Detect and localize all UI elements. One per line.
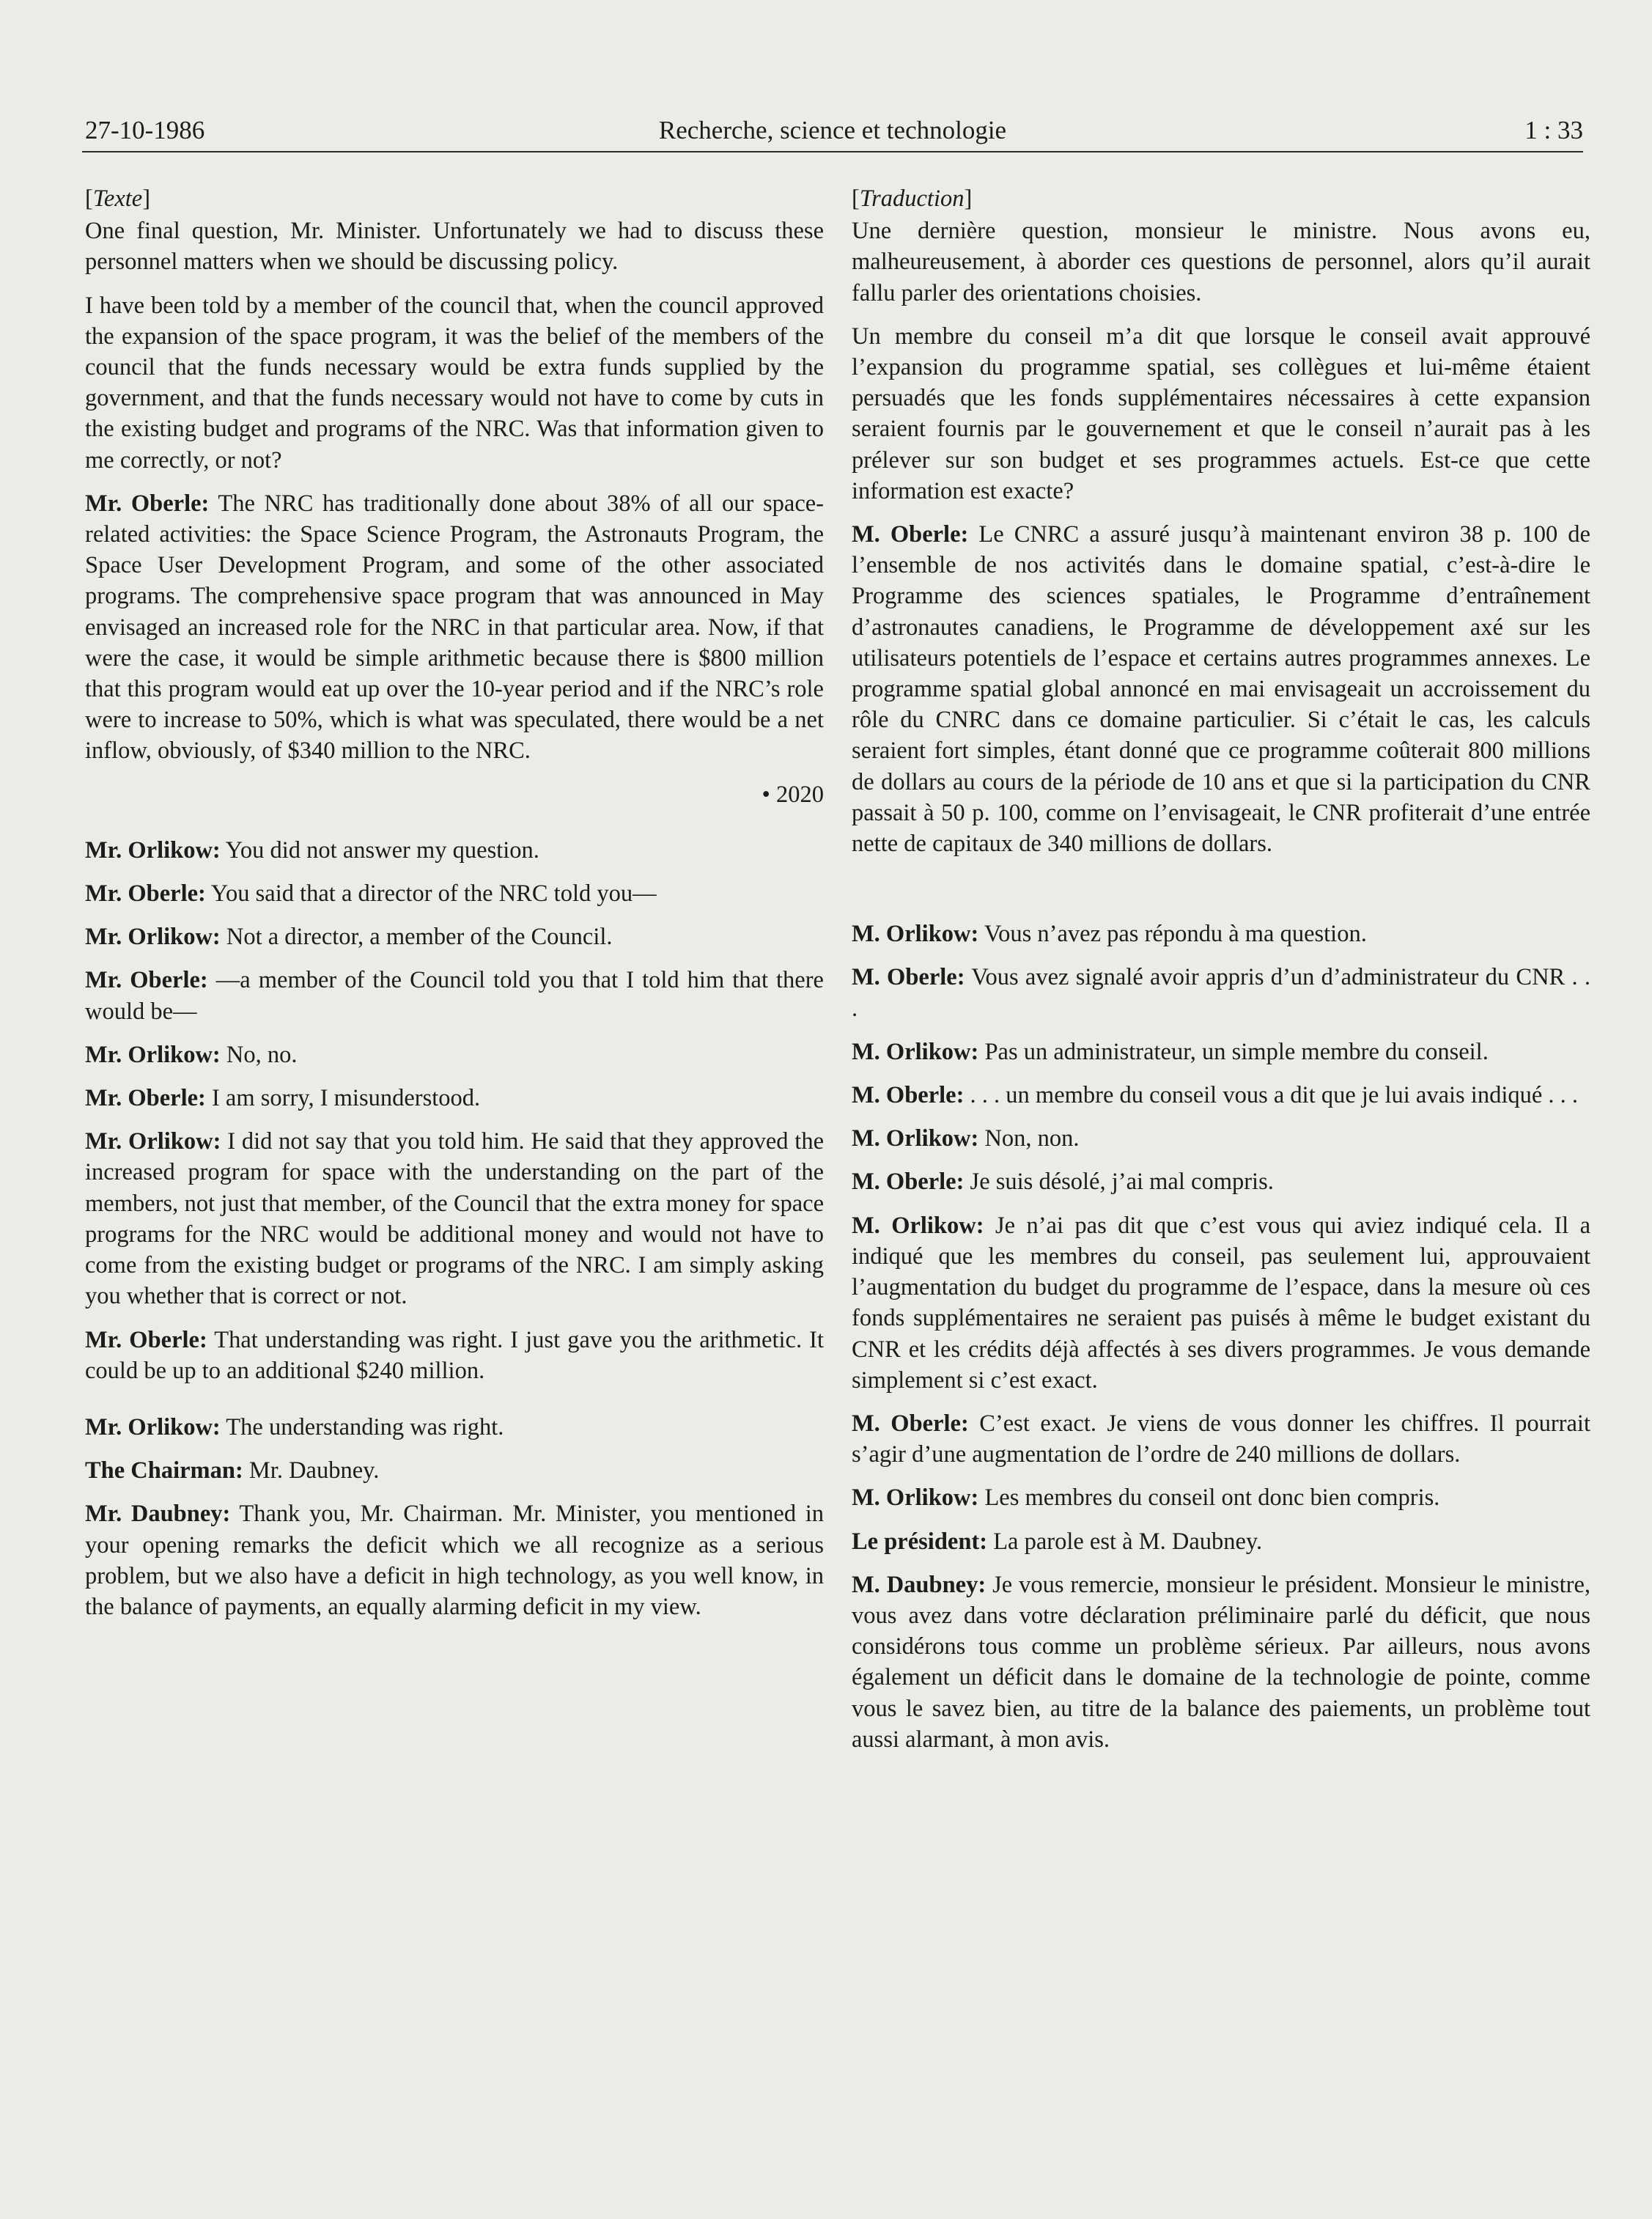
speech-orlikow-4: Mr. Orlikow: I did not say that you told him. He said that they approved the increased program for space with the understanding on the part of the members, not just that member, of the Council that the extra money for space programs for the NRC would be additional money and would not have to come from the existing budget or programs of the NRC. I am simply asking you whether that is correct or not. — [85, 1128, 825, 1310]
speaker-label: M. Oberle: — [852, 964, 965, 991]
speech-orlikow-4-fr: M. Orlikow: Je n’ai pas dit que c’est vous qui aviez indiqué cela. Il a indiqué que les membres du conseil, pas seulement lui, approuvaient l’augmentation du budget du programme de l’espace, dans la mesure où ces fonds supplémentaires ne seraient pas puisés à même le budget existant du CNR et les crédits déjà affectés à ses divers programmes. Je vous demande simplement si c’est exact. — [852, 1212, 1590, 1394]
speaker-label: Mr. Orlikow: — [85, 836, 221, 864]
speech-orlikow-1: Mr. Orlikow: You did not answer my question. — [85, 836, 539, 864]
speech-oberle-3: Mr. Oberle: —a member of the Council told you that I told him that there would be— — [85, 967, 824, 1025]
header-rule — [82, 151, 1583, 152]
speech-orlikow-3-fr: M. Orlikow: Non, non. — [852, 1125, 1080, 1152]
french-column — [852, 183, 1590, 1767]
speech-oberle-2: Mr. Oberle: You said that a director of the NRC told you— — [85, 880, 657, 908]
speaker-label: M. Oberle: — [852, 1169, 965, 1196]
speech-oberle-arithmetic-fr: M. Oberle: Le CNRC a assuré jusqu’à maintenant environ 38 p. 100 de l’ensemble de nos activités dans le domaine spatial, c’est-à-dire le Programme des sciences spatiales, le Programme d’entraînement d’astronautes canadiens, le Programme de développement axé sur les utilisateurs potentiels de l’espace et certains autres programmes annexes. Le programme spatial global annoncé en mai envisageait un accroissement du rôle du CNRC dans ce domaine particulier. Si c’était le cas, les calculs seraient fort simples, étant donné que ce programme coûterait 800 millions de dollars au cours de la période de 10 ans et que si la participation du CNR passait à 50 p. 100, comme on l’envisageait, le CNR profiterait d’une entrée nette de capitaux de 340 millions de dollars. — [852, 521, 1590, 858]
speaker-label: M. Orlikow: — [852, 1212, 984, 1239]
speaker-label: M. Oberle: — [852, 1082, 965, 1109]
speaker-label: Le président: — [852, 1528, 988, 1555]
speaker-label: M. Oberle: — [852, 1410, 969, 1437]
header-date: 27-10-1986 — [85, 116, 205, 144]
speech-oberle-arithmetic: Mr. Oberle: The NRC has traditionally done about 38% of all our space-related activities: the Space Science Program, the Astronauts Program, the Space User Development Program, and some of the other associated programs. The comprehensive space program that was announced in May envisaged an increased role for the NRC in that particular area. Now, if that were the case, it would be simple arithmetic because there is $800 million that this program would eat up over the 10-year period and if the NRC’s role were to increase to 50%, which is what was speculated, there would be a net inflow, obviously, of $340 million to the NRC. — [85, 490, 824, 765]
header-title: Recherche, science et technologie — [658, 116, 1007, 144]
speech-oberle-3-fr: M. Oberle: . . . un membre du conseil vous a dit que je lui avais indiqué . . . — [852, 1082, 1579, 1109]
speaker-label: Mr. Oberle: — [85, 1085, 206, 1112]
speech-oberle-5: Mr. Oberle: That understanding was right. I just gave you the arithmetic. It could be up to an additional $240 million. — [85, 1326, 824, 1384]
speaker-label: Mr. Orlikow: — [85, 1413, 221, 1440]
speaker-label: Mr. Oberle: — [85, 880, 206, 908]
speech-daubney-fr: M. Daubney: Je vous remercie, monsieur le président. Monsieur le ministre, vous avez dans votre déclaration préliminaire parlé du déficit, que nous considérons tous comme un problème sérieux. Par ailleurs, nous avons également un déficit dans le domaine de la technologie de pointe, comme vous le savez bien, au titre de la balance des paiements, un problème tout aussi alarmant, à mon avis. — [852, 1571, 1590, 1753]
speaker-label: Mr. Orlikow: — [85, 1041, 221, 1068]
speech-orlikow-3: Mr. Orlikow: No, no. — [85, 1041, 298, 1068]
section-label-english: [Texte] — [85, 185, 151, 212]
section-label-french: [Traduction] — [852, 185, 973, 212]
speaker-label: Mr. Orlikow: — [85, 1128, 221, 1155]
speaker-label: M. Orlikow: — [852, 921, 979, 948]
speech-orlikow-5: Mr. Orlikow: The understanding was right. — [85, 1413, 504, 1440]
speaker-label: The Chairman: — [85, 1457, 243, 1484]
speaker-label: M. Oberle: — [852, 521, 969, 548]
speech-oberle-2-fr: M. Oberle: Vous avez signalé avoir appris d’un d’administrateur du CNR . . . — [852, 964, 1590, 1022]
speech-chairman-fr: Le président: La parole est à M. Daubney. — [852, 1528, 1263, 1555]
speaker-label: Mr. Oberle: — [85, 490, 210, 517]
speech-orlikow-2-fr: M. Orlikow: Pas un administrateur, un simple membre du conseil. — [852, 1038, 1489, 1065]
speech-orlikow-1-fr: M. Orlikow: Vous n’avez pas répondu à ma question. — [852, 921, 1367, 948]
speech-chairman: The Chairman: Mr. Daubney. — [85, 1457, 380, 1484]
speaker-label: M. Orlikow: — [852, 1125, 979, 1152]
speaker-label: Mr. Oberle: — [85, 967, 208, 994]
time-marker: • 2020 — [762, 781, 824, 808]
speech-orlikow-5-fr: M. Orlikow: Les membres du conseil ont donc bien compris. — [852, 1484, 1440, 1512]
speech-oberle-4: Mr. Oberle: I am sorry, I misunderstood. — [85, 1085, 481, 1112]
speech-orlikow-2: Mr. Orlikow: Not a director, a member of the Council. — [85, 924, 613, 951]
header-page-number: 1 : 33 — [1524, 116, 1583, 144]
speaker-label: M. Orlikow: — [852, 1038, 979, 1065]
speech-oberle-4-fr: M. Oberle: Je suis désolé, j’ai mal compris. — [852, 1169, 1274, 1196]
speaker-label: Mr. Daubney: — [85, 1501, 231, 1528]
speaker-label: M. Orlikow: — [852, 1484, 979, 1512]
paragraph-question-detail: I have been told by a member of the council that, when the council approved the expansion of the space program, it was the belief of the members of the council that the funds necessary would be extra funds supplied by the government, and that the funds necessary would not have to come by cuts in the existing budget and programs of the NRC. Was that information given to me correctly, or not? — [85, 292, 824, 474]
speaker-label: M. Daubney: — [852, 1571, 987, 1598]
speaker-label: Mr. Orlikow: — [85, 924, 221, 951]
paragraph-question-intro-fr: Une dernière question, monsieur le ministre. Nous avons eu, malheureusement, à aborder ces questions de personnel, alors qu’il aurait fallu parler des orientations choisies. — [852, 218, 1590, 306]
speech-daubney: Mr. Daubney: Thank you, Mr. Chairman. Mr. Minister, you mentioned in your opening remarks the deficit which we all recognize as a serious problem, but we also have a deficit in high technology, as you well know, in the balance of payments, an equally alarming deficit in my view. — [85, 1501, 824, 1620]
speech-oberle-5-fr: M. Oberle: C’est exact. Je viens de vous donner les chiffres. Il pourrait s’agir d’une augmentation de l’ordre de 240 millions de dollars. — [852, 1410, 1590, 1468]
english-column — [85, 183, 824, 1635]
paragraph-question-detail-fr: Un membre du conseil m’a dit que lorsque le conseil avait approuvé l’expansion du programme spatial, ses collègues et lui-même étaient persuadés que les fonds supplémentaires nécessaires à cette expansion seraient fournis par le gouvernement et que le conseil n’aurait pas à les prélever sur son budget et ses programmes actuels. Est-ce que cette information est exacte? — [852, 323, 1590, 504]
paragraph-question-intro: One final question, Mr. Minister. Unfortunately we had to discuss these personnel matters when we should be discussing policy. — [85, 218, 824, 276]
speaker-label: Mr. Oberle: — [85, 1326, 207, 1353]
